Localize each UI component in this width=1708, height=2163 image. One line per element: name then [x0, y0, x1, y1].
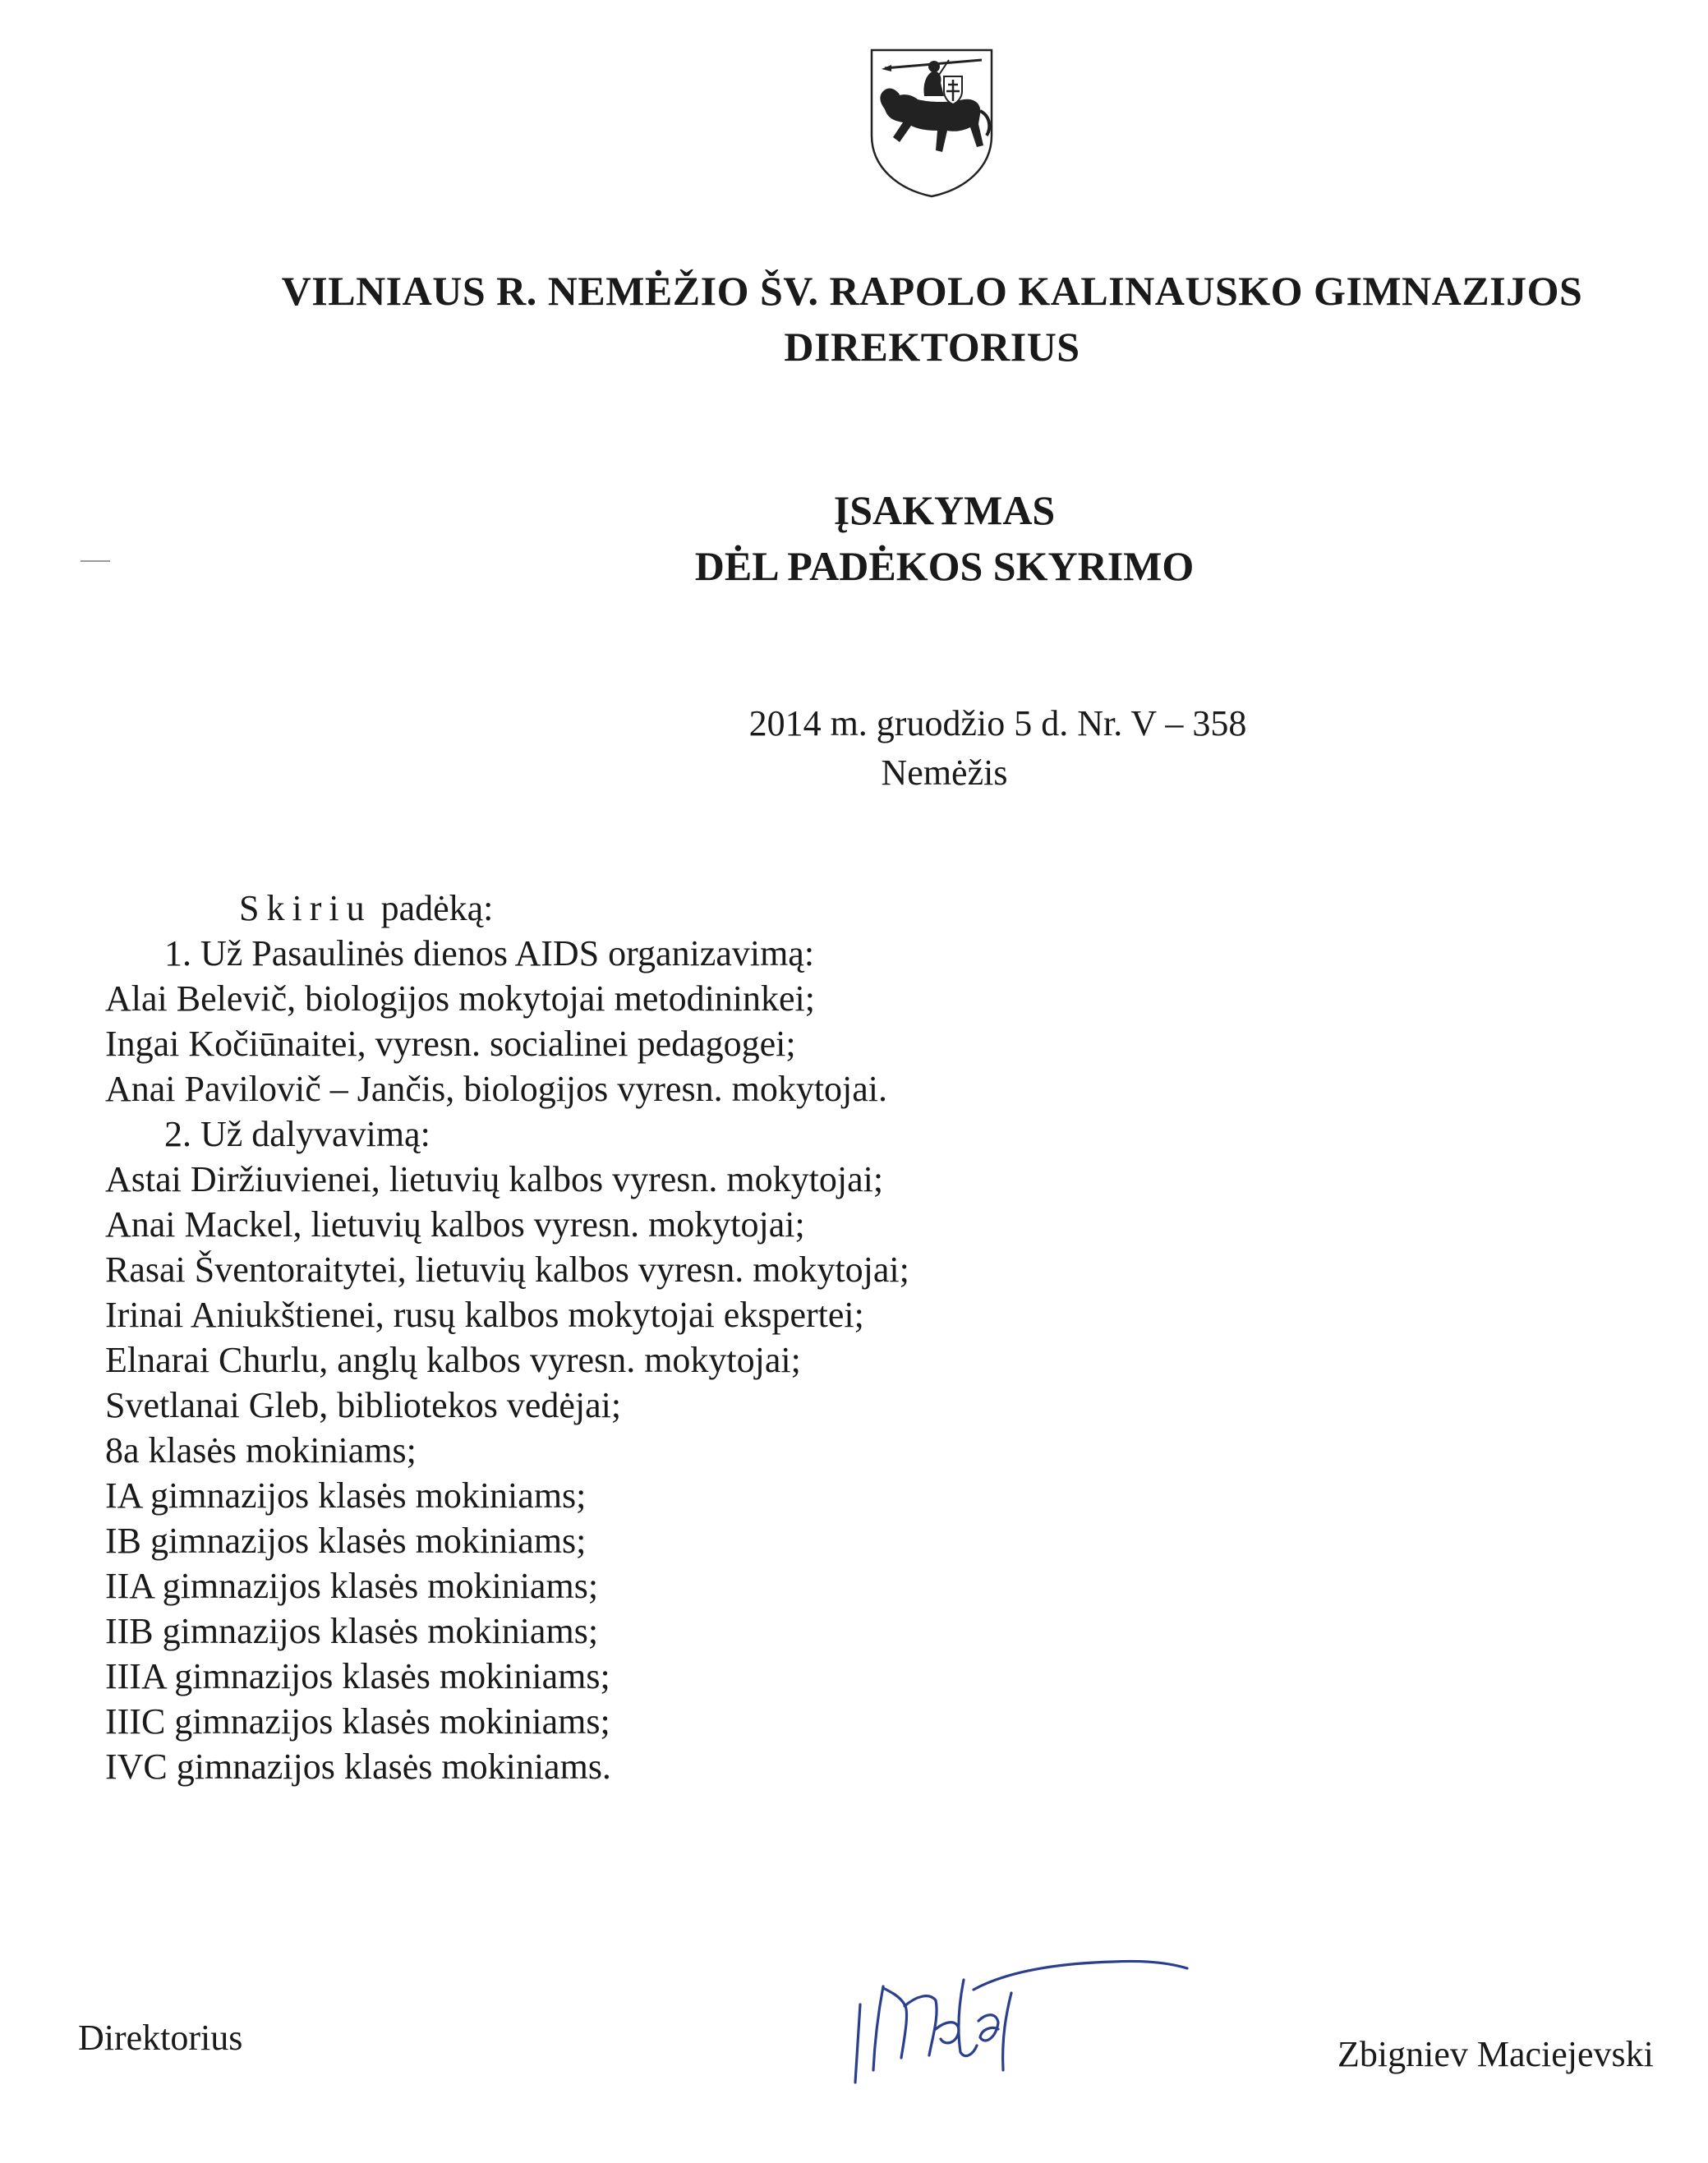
list-item: Anai Pavilovič – Jančis, biologijos vyresn. mokytojai. [105, 1069, 888, 1109]
intro-line [105, 886, 909, 931]
list-item: Rasai Šventoraitytei, lietuvių kalbos vyresn. mokytojai; [105, 1249, 909, 1290]
list-item: IIB gimnazijos klasės mokiniams; [105, 1611, 599, 1651]
list-item: Svetlanai Gleb, bibliotekos vedėjai; [105, 1385, 622, 1425]
item-2-heading: 2. Už dalyvavimą: [164, 1114, 430, 1154]
list-item: Astai Diržiuvienei, lietuvių kalbos vyresn. mokytojai; [105, 1159, 884, 1199]
list-item: IB gimnazijos klasės mokiniams; [105, 1521, 587, 1561]
date-and-number: 2014 m. gruodžio 5 d. Nr. V – 358 [748, 703, 1247, 743]
list-item: Irinai Aniukštienei, rusų kalbos mokytojai ekspertei; [105, 1295, 864, 1335]
institution-name-line2: DIREKTORIUS [784, 324, 1080, 370]
list-item: IVC gimnazijos klasės mokiniams. [105, 1747, 611, 1787]
list-item: IIA gimnazijos klasės mokiniams; [105, 1566, 599, 1606]
list-item: Elnarai Churlu, anglų kalbos vyresn. mokytojai; [105, 1340, 801, 1380]
list-item: IA gimnazijos klasės mokiniams; [105, 1475, 587, 1516]
order-body [105, 886, 909, 1789]
list-item: IIIC gimnazijos klasės mokiniams; [105, 1701, 610, 1742]
signature-icon [850, 1914, 1195, 2095]
coat-of-arms-icon [867, 45, 997, 200]
list-item: IIIA gimnazijos klasės mokiniams; [105, 1656, 610, 1696]
list-item: 8a klasės mokiniams; [105, 1430, 417, 1470]
list-item: Anai Mackel, lietuvių kalbos vyresn. mokytojai; [105, 1204, 805, 1245]
place: Nemėžis [881, 752, 1008, 793]
document-type: ĮSAKYMAS [833, 487, 1056, 533]
intro-word: Skiriu [239, 888, 372, 928]
signatory-name: Zbigniev Maciejevski [1337, 2034, 1654, 2074]
intro-rest: padėką: [380, 888, 494, 928]
list-item: Alai Belevič, biologijos mokytojai metodininkei; [105, 978, 815, 1019]
list-item: Ingai Kočiūnaitei, vyresn. socialinei pedagogei; [105, 1024, 796, 1064]
signatory-position: Direktorius [78, 2018, 243, 2058]
institution-name-line1: VILNIAUS R. NEMĖŽIO ŠV. RAPOLO KALINAUSKO GIMNAZIJOS [281, 268, 1583, 314]
item-1-heading: 1. Už Pasaulinės dienos AIDS organizavimą: [164, 933, 815, 973]
document-subject: DĖL PADĖKOS SKYRIMO [694, 543, 1195, 589]
